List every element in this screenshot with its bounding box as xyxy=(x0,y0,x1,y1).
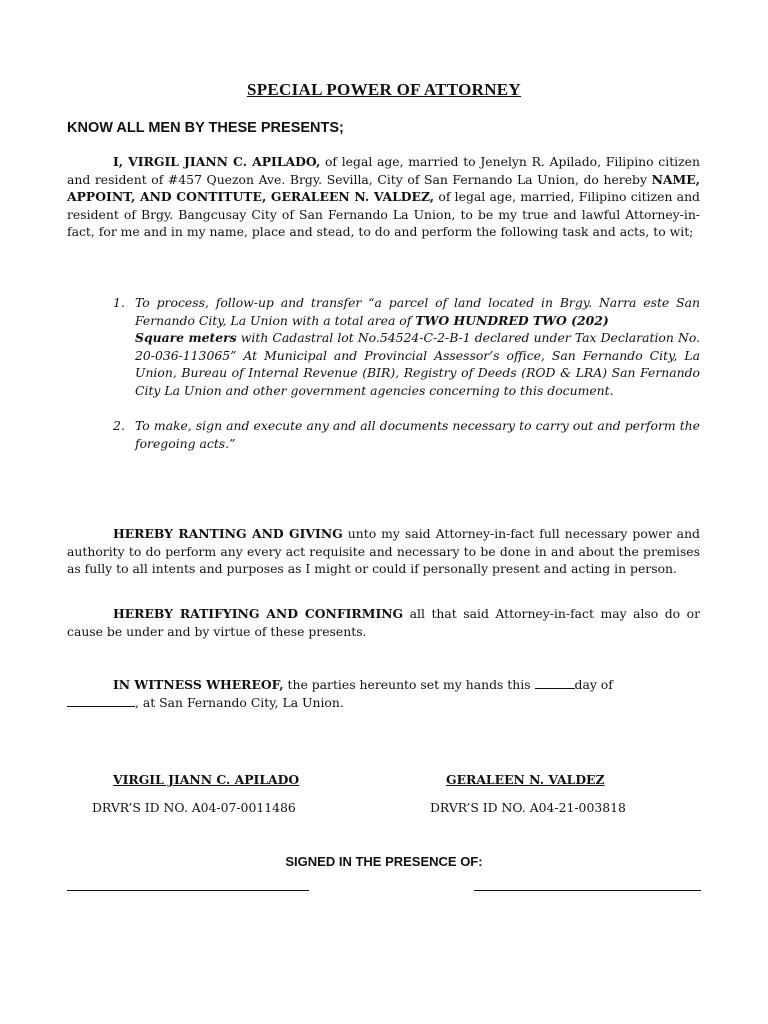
witness-paragraph xyxy=(67,676,700,711)
appointment-clause: NAME, APPOINT, AND CONTITUTE, GERALEEN N. VALDEZ, xyxy=(67,171,700,204)
granting-text: unto my said Attorney-in-fact full necessary power and authority to do perform any every act requisite and necessary to be done in and about the premises as fully to all intents and purposes as I might or could if personally present and acting in person. xyxy=(67,526,700,576)
witness-clause: IN WITNESS WHEREOF, xyxy=(113,677,284,692)
list-item-text: To process, follow-up and transfer “a parcel of land located in Brgy. Narra este San Fernando City, La Union with a total area of xyxy=(135,295,700,328)
witness-text-1: the parties hereunto set my hands this xyxy=(283,677,535,692)
granting-paragraph xyxy=(67,525,700,578)
witness-text-3: , at San Fernando City, La Union. xyxy=(135,694,344,710)
list-item-number: 2. xyxy=(113,418,125,433)
witness-signature-line-left[interactable] xyxy=(67,890,309,891)
task-list xyxy=(113,294,700,452)
area-amount: TWO HUNDRED TWO (202) xyxy=(415,312,609,328)
list-item-text: To make, sign and execute any and all documents necessary to carry out and perform the foregoing acts.” xyxy=(135,418,700,451)
attorney-signature-name: GERALEEN N. VALDEZ xyxy=(446,772,605,787)
ratifying-paragraph xyxy=(67,605,700,640)
ratifying-text: all that said Attorney-in-fact may also do or cause be under and by virtue of these presents. xyxy=(67,606,700,639)
list-item xyxy=(113,294,700,399)
attorney-id-number: DRVR’S ID NO. A04-21-003818 xyxy=(430,800,626,815)
day-blank-line[interactable] xyxy=(535,676,575,689)
list-item-text-2: with Cadastral lot No.54524-C-2-B-1 declared under Tax Declaration No. 20-036-113065” At Municipal and Provincial Assessor’s office, San Fernando City, La Union, Bureau of Internal Revenue (BIR), Registry of Deeds (ROD & LRA) San Fernando City La Union and other government agencies concerning to this document. xyxy=(135,330,700,398)
principal-id-number: DRVR’S ID NO. A04-07-0011486 xyxy=(92,800,296,815)
opening-heading: KNOW ALL MEN BY THESE PRESENTS; xyxy=(67,120,344,136)
intro-text-1: of legal age, married to Jenelyn R. Apilado, Filipino citizen and resident of #457 Quezon Ave. Brgy. Sevilla, City of San Fernando La Union, do hereby xyxy=(67,154,700,187)
ratifying-clause: HEREBY RATIFYING AND CONFIRMING xyxy=(113,606,404,621)
principal-name: I, VIRGIL JIANN C. APILADO, xyxy=(113,154,321,169)
granting-clause: HEREBY RANTING AND GIVING xyxy=(113,526,343,541)
month-blank-line[interactable] xyxy=(67,694,135,707)
document-title: SPECIAL POWER OF ATTORNEY xyxy=(246,80,522,99)
list-item xyxy=(113,417,700,452)
intro-paragraph xyxy=(67,153,700,241)
witness-signature-line-right[interactable] xyxy=(474,890,701,891)
list-item-number: 1. xyxy=(113,295,125,310)
witness-text-2: day of xyxy=(574,677,613,692)
intro-text-2: of legal age, married, Filipino citizen and resident of Brgy. Bangcusay City of San Fernando La Union, to be my true and lawful Attorney-in-fact, for me and in my name, place and stead, to do and perform the following task and acts, to wit; xyxy=(67,189,700,239)
area-unit: Square meters xyxy=(135,330,237,345)
witness-heading: SIGNED IN THE PRESENCE OF: xyxy=(285,854,483,869)
principal-signature-name: VIRGIL JIANN C. APILADO xyxy=(113,772,300,787)
